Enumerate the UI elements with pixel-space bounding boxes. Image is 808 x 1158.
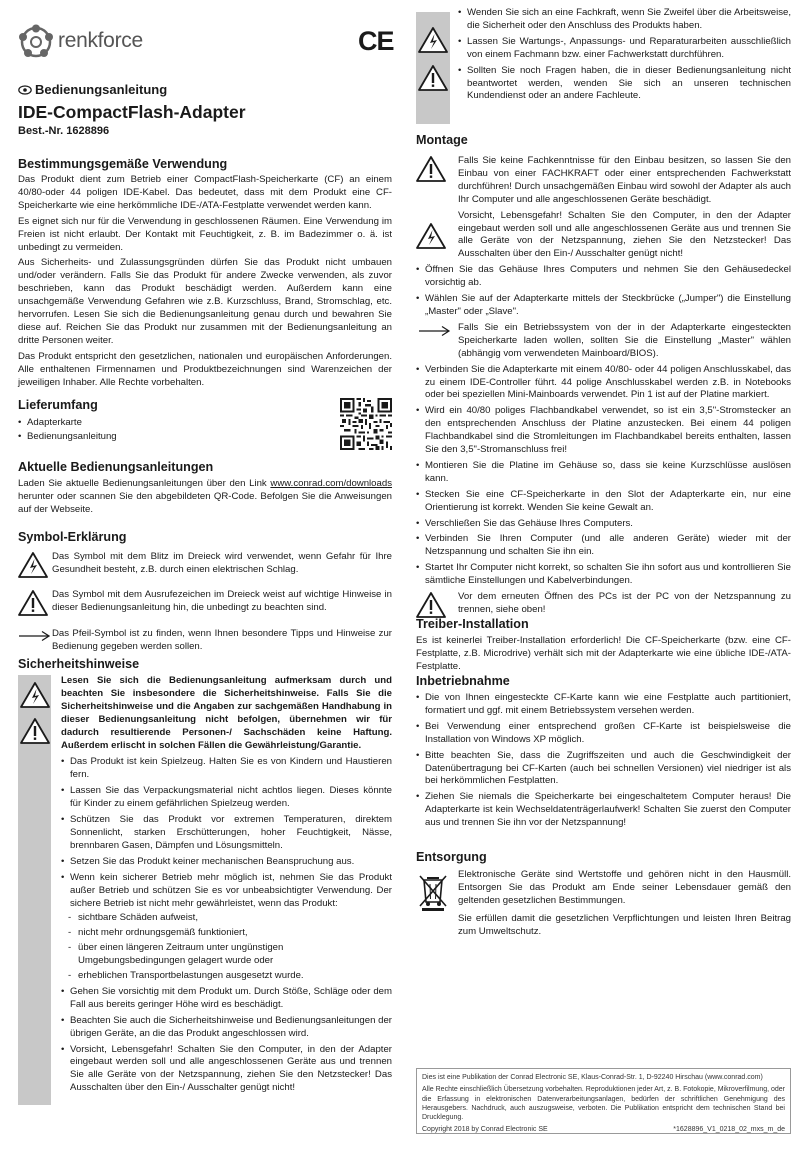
section-title: Aktuelle Bedienungsanleitungen [18, 460, 214, 474]
footer-code: *1628896_V1_0218_02_mxs_m_de [673, 1126, 785, 1134]
list-item: • Bitte beachten Sie, dass die Zugriffszeiten und auch die Geschwindigkeit der Datenübertragung bei CF-Karten (auch bei schnellen Versionen) viel niedriger ist als bei herkömmlichen Festplatten. [416, 750, 791, 789]
list-item: • Wählen Sie auf der Adapterkarte mittels der Steckbrücke („Jumper") die Einstellung „Master" oder „Slave". [416, 293, 791, 319]
qr-code-icon [340, 398, 392, 450]
list-item: - nicht mehr ordnungsgemäß funktioniert, [61, 927, 392, 940]
section-symbols [18, 530, 392, 654]
brand-name: renkforce [58, 29, 143, 52]
section-intended-use [18, 157, 392, 390]
footer-rights: Alle Rechte einschließlich Übersetzung vorbehalten. Reproduktionen jeder Art, z. B. Fotokopie, Mikroverfilmung, oder die Erfassung in elektronischen Datenverarbeitungsanlagen, bedürfen der schriftlichen Genehmigung des Herausgebers. Nachdruck, auch auszugsweise, verboten. Die Publikation entspricht dem technischen Stand bei Drucklegung. [422, 1086, 786, 1122]
text-run: herunter oder scannen Sie den abgebildeten QR-Code. Befolgen Sie die Anweisungen auf der Webseite. [18, 490, 392, 515]
symbol-description: Das Symbol mit dem Blitz im Dreieck wird verwendet, wenn Gefahr für Ihre Gesundheit besteht, z.B. durch einen elektrischen Schlag. [52, 551, 392, 575]
symbol-description: Das Symbol mit dem Ausrufezeichen im Dreieck weist auf wichtige Hinweise in dieser Bedienungsanleitung hin, die unbedingt zu beachten sind. [52, 589, 392, 613]
note-text: Falls Sie ein Betriebssystem von der in der Adapterkarte eingesteckten Speicherkarte laden wollen, sollten Sie die Einstellung „Master" wählen (abhängig vom verwendeten Mainboard/BIOS). [458, 321, 791, 359]
section-mounting [416, 133, 791, 624]
arrow-icon [416, 322, 458, 342]
list-item: • Wenden Sie sich an eine Fachkraft, wenn Sie Zweifel über die Arbeitsweise, die Sicherheit oder den Anschluss des Produkts haben. [458, 7, 791, 33]
section-title: Treiber-Installation [416, 617, 529, 631]
symbol-row [18, 628, 392, 654]
paragraph: Sie erfüllen damit die gesetzlichen Verpflichtungen und leisten Ihren Beitrag zum Umweltschutz. [458, 912, 791, 937]
renkforce-logo-icon [18, 24, 54, 60]
paragraph: Das Produkt entspricht den gesetzlichen, nationalen und europäischen Anforderungen. Alle enthaltenen Firmennamen und Produktbezeichnungen sind Warenzeichen der jeweiligen Inhaber. Alle Rechte vorbehalten. [18, 350, 392, 388]
disposal-text [458, 869, 791, 939]
arrow-icon [18, 628, 52, 647]
list-item: • Lassen Sie Wartungs-, Anpassungs- und Reparaturarbeiten ausschließlich von einem Fachmann bzw. einer Fachwerkstatt durchführen. [458, 36, 791, 62]
note-row [416, 155, 791, 207]
safety-bold-paragraph: Lesen Sie sich die Bedienungsanleitung aufmerksam durch und beachten Sie insbesondere die Sicherheitshinweise. Falls Sie die Sicherheitshinweise und die Angaben zur sachgemäßen Handhabung in dieser Bedienungsanleitung nicht befolgen, übernehmen wir für dadurch resultierende Personen-/ Sachschäden keine Haftung. Außerdem erlischt in solchen Fällen die Gewährleistung/Garantie. [61, 675, 392, 751]
list-item: • Verbinden Sie Ihren Computer (und alle anderen Geräte) wieder mit der Netzspannung und schalten Sie ihn ein. [416, 533, 791, 559]
list-item: • Öffnen Sie das Gehäuse Ihres Computers und nehmen Sie den Gehäusedeckel vorsichtig ab. [416, 264, 791, 290]
text-run: Laden Sie aktuelle Bedienungsanleitungen über den Link [18, 478, 271, 489]
scope-list [18, 416, 318, 444]
warning-bolt-icon [20, 681, 50, 714]
order-number: Best.-Nr. 1628896 [18, 125, 110, 137]
warning-bolt-icon [416, 210, 458, 255]
note-text: Falls Sie keine Fachkenntnisse für den Einbau besitzen, so lassen Sie den Einbau von einer FACHKRAFT oder einer entsprechenden Fachwerkstatt durchführen! Durch unsachgemäßen Einbau wird sowohl der Adapter als auch Ihr Computer und alle angeschlossenen Geräte beschädigt. [458, 155, 791, 205]
section-title: Lieferumfang [18, 398, 98, 412]
section-title: Entsorgung [416, 850, 487, 864]
footer-bottom-row [422, 1125, 785, 1134]
doc-label: Bedienungsanleitung [35, 82, 168, 97]
paragraph: Das Produkt dient zum Betrieb einer CompactFlash-Speicherkarte (CF) an einem 40/80-oder 44 poligen IDE-Kabel. Das bedeutet, dass mit dem Produkt eine CF-Speicherkarte wie eine herkömmliche IDE-/ATA-Festplatte verwendet werden kann. [18, 174, 392, 211]
ce-mark: CE [358, 26, 394, 56]
paragraph: Elektronische Geräte sind Wertstoffe und gehören nicht in den Hausmüll. Entsorgen Sie das Produkt am Ende seiner Lebensdauer gemäß den geltenden gesetzlichen Bestimmungen. [458, 869, 791, 906]
qr-code[interactable] [340, 398, 392, 455]
list-item: • Verschließen Sie das Gehäuse Ihres Computers. [416, 518, 791, 531]
list-item: • Die von Ihnen eingesteckte CF-Karte kann wie eine Festplatte auch partitioniert, formatiert und ggf. mit einem Betriebssystem versehen werden. [416, 692, 791, 718]
safety-content [61, 675, 392, 1095]
section-title: Montage [416, 133, 468, 147]
warning-bolt-icon [418, 26, 448, 59]
warning-exclamation-icon [416, 155, 458, 188]
section-safety [18, 657, 392, 1095]
list-item: • Wird ein 40/80 poliges Flachbandkabel verwendet, so ist ein 3,5"-Stromstecker an den entsprechenden Anschluss der Platine anzustecken. Bei einem 44 poligen Flachbandkabel sind die Stromleitungen im Flachbandkabel bereits enthalten, lassen Sie den 3,5"-Stromanschluss frei! [416, 405, 791, 457]
list-item: • Gehen Sie vorsichtig mit dem Produkt um. Durch Stöße, Schläge oder dem Fall aus bereits geringer Höhe wird es beschädigt. [61, 986, 392, 1012]
section-driver-installation [416, 617, 791, 674]
section-title: Bestimmungsgemäße Verwendung [18, 157, 228, 171]
crossed-bin-icon [418, 872, 448, 917]
list-item: • Bei Verwendung einer entsprechend großen CF-Karte ist beispielsweise die Installation von Windows XP möglich. [416, 721, 791, 747]
safety-list [61, 756, 392, 910]
list-item: • Ziehen Sie niemals die Speicherkarte bei eingeschaltetem Computer heraus! Die Adapterkarte ist kein Wechseldatenträgerlaufwerk! Schalten Sie zuerst den Computer aus und trennen Sie ihn vor der Netzspannung! [416, 791, 791, 830]
section-disposal [416, 850, 791, 939]
note-text: Vorsicht, Lebensgefahr! Schalten Sie den Computer, in den der Adapter eingebaut werden soll und alle angeschlossenen Geräte aus und trennen Sie alle Geräte von der Netzspannung, ziehen Sie den Netzstecker! Das Ausschalten über den Ein-/ Ausschalter genügt nicht! [458, 209, 791, 260]
renkforce-logo [18, 24, 143, 65]
list-item: • Setzen Sie das Produkt keiner mechanischen Beanspruchung aus. [61, 856, 392, 869]
safety-list-continued [458, 7, 791, 103]
download-link[interactable]: www.conrad.com/downloads [270, 478, 392, 489]
note-row [416, 210, 791, 262]
paragraph: Es eignet sich nur für die Verwendung in geschlossenen Räumen. Eine Verwendung im Freien ist nicht erlaubt. Der Kontakt mit Feuchtigkeit, z. B. im Badezimmer o. ä. ist unbedingt zu vermeiden. [18, 215, 392, 253]
list-item: • Beachten Sie auch die Sicherheitshinweise und Bedienungsanleitungen der übrigen Geräte, an die das Produkt angeschlossen wird. [61, 1015, 392, 1041]
warning-exclamation-icon [418, 64, 448, 97]
safety-sublist [61, 912, 392, 983]
list-item: • Startet Ihr Computer nicht korrekt, so schalten Sie ihn sofort aus und kontrollieren Sie sämtliche Einstellungen und Kabelverbindungen. [416, 562, 791, 588]
doc-title: IDE-CompactFlash-Adapter [18, 102, 246, 122]
section-startup [416, 674, 791, 830]
list-item: • Adapterkarte [18, 416, 318, 430]
note-row [416, 322, 791, 361]
startup-list [416, 692, 791, 830]
note-text: Vor dem erneuten Öffnen des PCs ist der PC von der Netzspannung zu trennen, siehe oben! [458, 591, 791, 615]
list-item: • Lassen Sie das Verpackungsmaterial nicht achtlos liegen. Dieses könnte für Kinder zu einem gefährlichen Spielzeug werden. [61, 785, 392, 811]
list-item: - erheblichen Transportbelastungen ausgesetzt wurde. [61, 970, 392, 983]
list-item: • Verbinden Sie die Adapterkarte mit einem 40/80- oder 44 poligen Anschlusskabel, das zu einem IDE-Controller führt. 44 polige Anschlusskabel werden z.B. in Notebooks oder bei speziellen Mini-Mainboards verwendet. Pin 1 ist auf der Platine markiert. [416, 364, 791, 403]
paragraph [18, 478, 392, 517]
footer-copyright: Copyright 2018 by Conrad Electronic SE [422, 1126, 548, 1134]
list-item: • Wenn kein sicherer Betrieb mehr möglich ist, nehmen Sie das Produkt außer Betrieb und schützen Sie es vor unbeabsichtigter Verwendung. Der sichere Betrieb ist nicht mehr gewährleistet, wenn das Produkt: [61, 872, 392, 911]
section-scope [18, 398, 318, 444]
symbol-description: Das Pfeil-Symbol ist zu finden, wenn Ihnen besondere Tipps und Hinweise zur Bedienung gegeben werden sollen. [52, 628, 392, 652]
mount-list [416, 264, 791, 319]
paragraph: Aus Sicherheits- und Zulassungsgründen dürfen Sie das Produkt nicht umbauen und/oder verändern. Falls Sie das Produkt für andere Zwecke verwenden, als zuvor beschrieben, kann das Produkt beschädigt werden. Außerdem kann eine unsachgemäße Verwendung Gefahren wie z.B. Kurzschluss, Brand, Stromschlag, etc. hervorrufen. Lesen Sie sich die Bedienungsanleitung genau durch und bewahren Sie diese auf. Reichen Sie das Produkt nur zusammen mit der Bedienungsanleitung an dritte Personen weiter. [18, 257, 392, 346]
list-item: - über einen längeren Zeitraum unter ungünstigen Umgebungsbedingungen gelagert wurde oder [61, 942, 392, 968]
warning-exclamation-icon [20, 717, 50, 750]
paragraph: Es ist keinerlei Treiber-Installation erforderlich! Die CF-Speicherkarte (bzw. eine CF-Festplatte, z.B. Microdrive) verhält sich mit der Adapterkarte wie eine übliche IDE-/ATA-Festplatte. [416, 635, 791, 672]
doc-label-row [18, 82, 392, 99]
list-item: • Schützen Sie das Produkt vor extremen Temperaturen, direktem Sonnenlicht, starken Erschütterungen, hoher Feuchtigkeit, Nässe, brennbaren Gasen, Dämpfen und Lösungsmitteln. [61, 814, 392, 853]
symbol-row [18, 551, 392, 584]
doc-heading [18, 82, 392, 137]
footer-publisher: Dies ist eine Publikation der Conrad Electronic SE, Klaus-Conrad-Str. 1, D-92240 Hirschau (www.conrad.com) [422, 1074, 763, 1081]
list-item: • Sollten Sie noch Fragen haben, die in dieser Bedienungsanleitung nicht beantwortet werden, wenden Sie sich an unseren technischen Kundendienst oder an andere Fachleute. [458, 65, 791, 104]
section-current-manuals [18, 460, 392, 517]
section-title: Inbetriebnahme [416, 674, 510, 688]
mount-list-2 [416, 364, 791, 589]
symbol-row [18, 589, 392, 622]
section-title: Symbol-Erklärung [18, 530, 127, 544]
section-title: Sicherheitshinweise [18, 657, 140, 671]
list-item: • Stecken Sie eine CF-Speicherkarte in den Slot der Adapterkarte ein, nur eine Orientierung ist korrekt. Wenden Sie keine Gewalt an. [416, 489, 791, 515]
list-item: • Bedienungsanleitung [18, 430, 318, 444]
safety-list-2 [61, 986, 392, 1095]
list-item: • Das Produkt ist kein Spielzeug. Halten Sie es von Kindern und Haustieren fern. [61, 756, 392, 782]
warning-bolt-icon [18, 551, 52, 584]
list-item: • Montieren Sie die Platine im Gehäuse so, dass sie keine Kurzschlüsse auslösen kann. [416, 460, 791, 486]
warning-exclamation-icon [18, 589, 52, 622]
list-item: - sichtbare Schäden aufweist, [61, 912, 392, 925]
footer-box [416, 1068, 791, 1134]
list-item: • Vorsicht, Lebensgefahr! Schalten Sie den Computer, in den der Adapter eingebaut werden soll und alle angeschlossenen Geräte aus und trennen Sie alle Geräte von der Netzspannung, ziehen Sie den Netzstecker! Das Ausschalten über den Ein-/ Ausschalter genügt nicht! [61, 1044, 392, 1096]
eye-icon [18, 85, 32, 95]
